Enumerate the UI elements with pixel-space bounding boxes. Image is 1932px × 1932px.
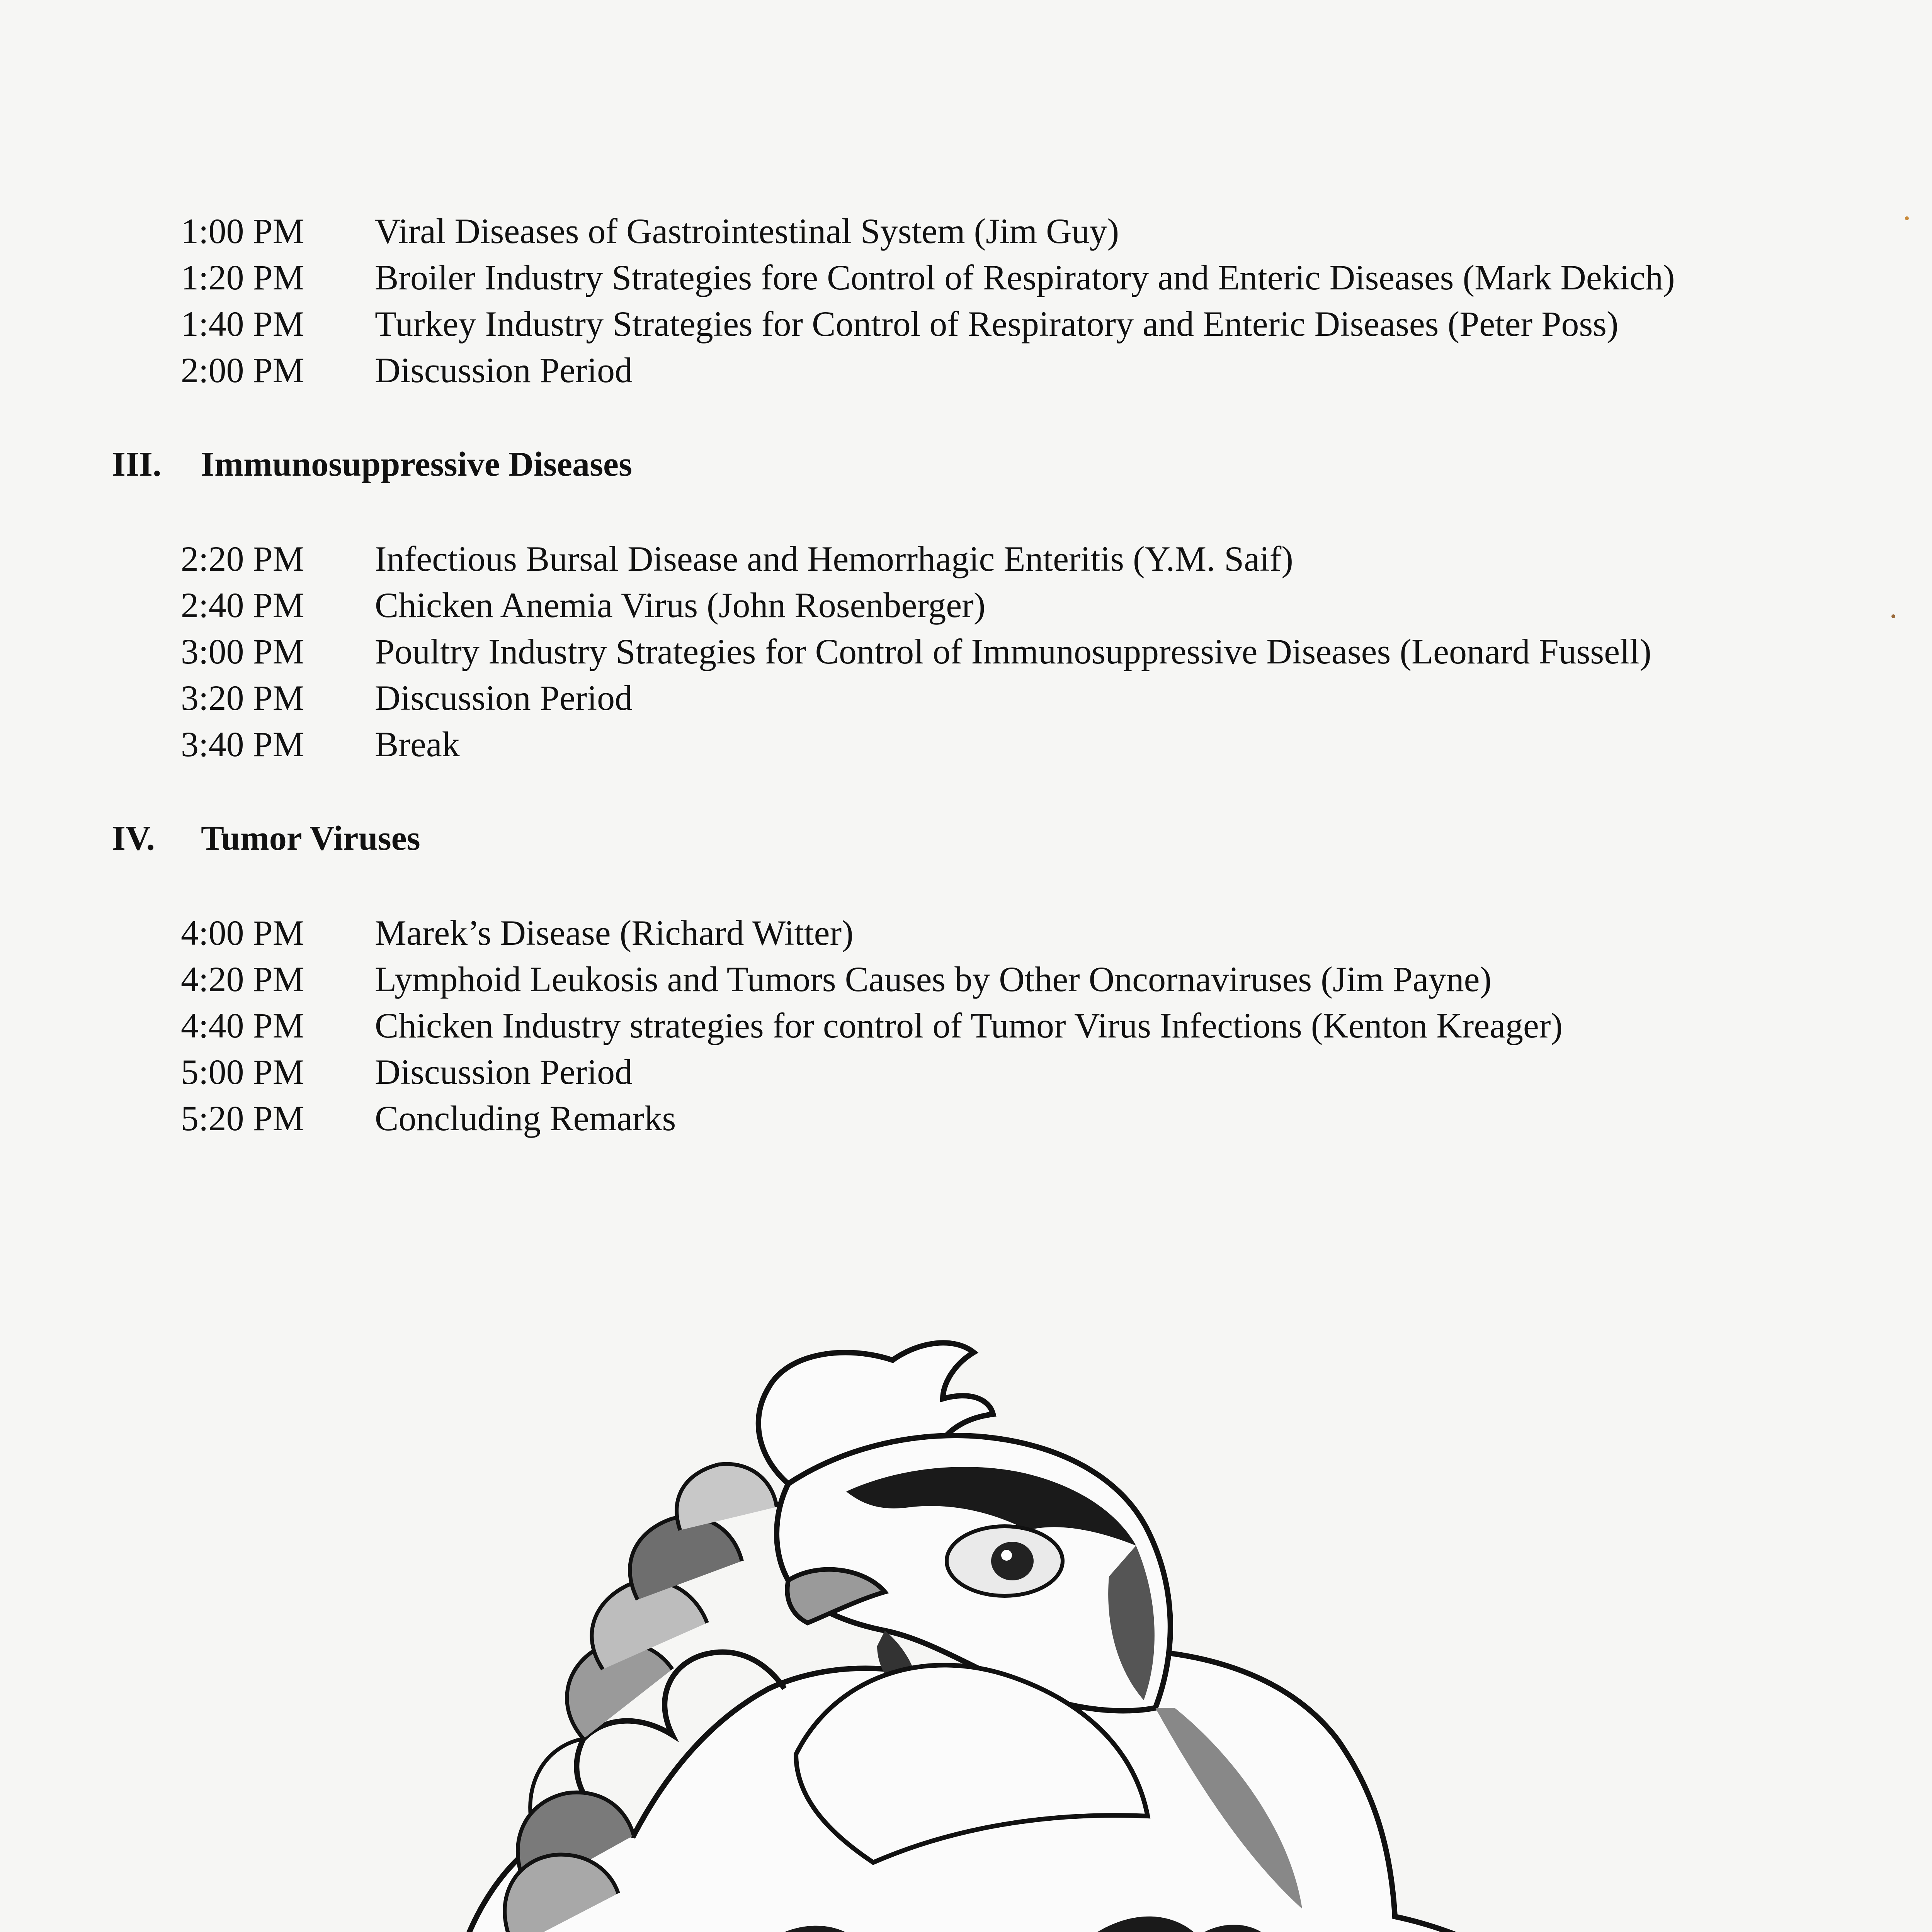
schedule-title: Discussion Period — [375, 350, 633, 390]
schedule-time: 1:00 PM — [181, 211, 304, 251]
eye-highlight — [1001, 1550, 1012, 1561]
schedule-time: 2:20 PM — [181, 539, 304, 578]
schedule-time: 3:20 PM — [181, 678, 304, 718]
schedule-title: Lymphoid Leukosis and Tumors Causes by Other Oncornaviruses (Jim Payne) — [375, 959, 1492, 999]
schedule-title: Viral Diseases of Gastrointestinal System (Jim Guy) — [375, 211, 1119, 251]
schedule-time: 3:40 PM — [181, 724, 304, 764]
schedule-time: 2:00 PM — [181, 350, 304, 390]
section-heading — [112, 441, 632, 488]
schedule-time: 1:20 PM — [181, 258, 304, 297]
schedule-title: Poultry Industry Strategies for Control of Immunosuppressive Diseases (Leonard Fussell) — [375, 632, 1651, 671]
scan-speck — [1891, 614, 1895, 618]
section-title: Immunosuppressive Diseases — [201, 445, 632, 483]
schedule-time: 4:20 PM — [181, 959, 304, 999]
schedule-title: Break — [375, 724, 460, 764]
hen-illustration-icon — [402, 1329, 1832, 1932]
tail-feather — [630, 1517, 742, 1600]
schedule-title: Concluding Remarks — [375, 1099, 676, 1138]
schedule-time: 5:00 PM — [181, 1052, 304, 1092]
schedule-title: Broiler Industry Strategies fore Control of Respiratory and Enteric Diseases (Mark Dekich) — [375, 258, 1675, 297]
schedule-title: Chicken Industry strategies for control of Tumor Virus Infections (Kenton Kreager) — [375, 1006, 1563, 1045]
section-title: Tumor Viruses — [201, 819, 420, 857]
schedule-title: Marek’s Disease (Richard Witter) — [375, 913, 854, 952]
scan-speck — [1905, 216, 1909, 220]
section-number: IV. — [112, 819, 155, 857]
schedule-title: Discussion Period — [375, 678, 633, 718]
schedule-title: Discussion Period — [375, 1052, 633, 1092]
section-number: III. — [112, 445, 162, 483]
schedule-title: Chicken Anemia Virus (John Rosenberger) — [375, 585, 986, 625]
schedule-time: 5:20 PM — [181, 1099, 304, 1138]
schedule-title: Infectious Bursal Disease and Hemorrhagic Enteritis (Y.M. Saif) — [375, 539, 1293, 578]
schedule-time: 2:40 PM — [181, 585, 304, 625]
section-heading — [112, 815, 420, 862]
eye-pupil — [991, 1542, 1034, 1580]
schedule-time: 1:40 PM — [181, 304, 304, 344]
schedule-time: 4:40 PM — [181, 1006, 304, 1045]
schedule-title: Turkey Industry Strategies for Control of Respiratory and Enteric Diseases (Peter Poss) — [375, 304, 1619, 344]
tail-feather — [677, 1464, 777, 1530]
schedule-time: 4:00 PM — [181, 913, 304, 952]
schedule-time: 3:00 PM — [181, 632, 304, 671]
